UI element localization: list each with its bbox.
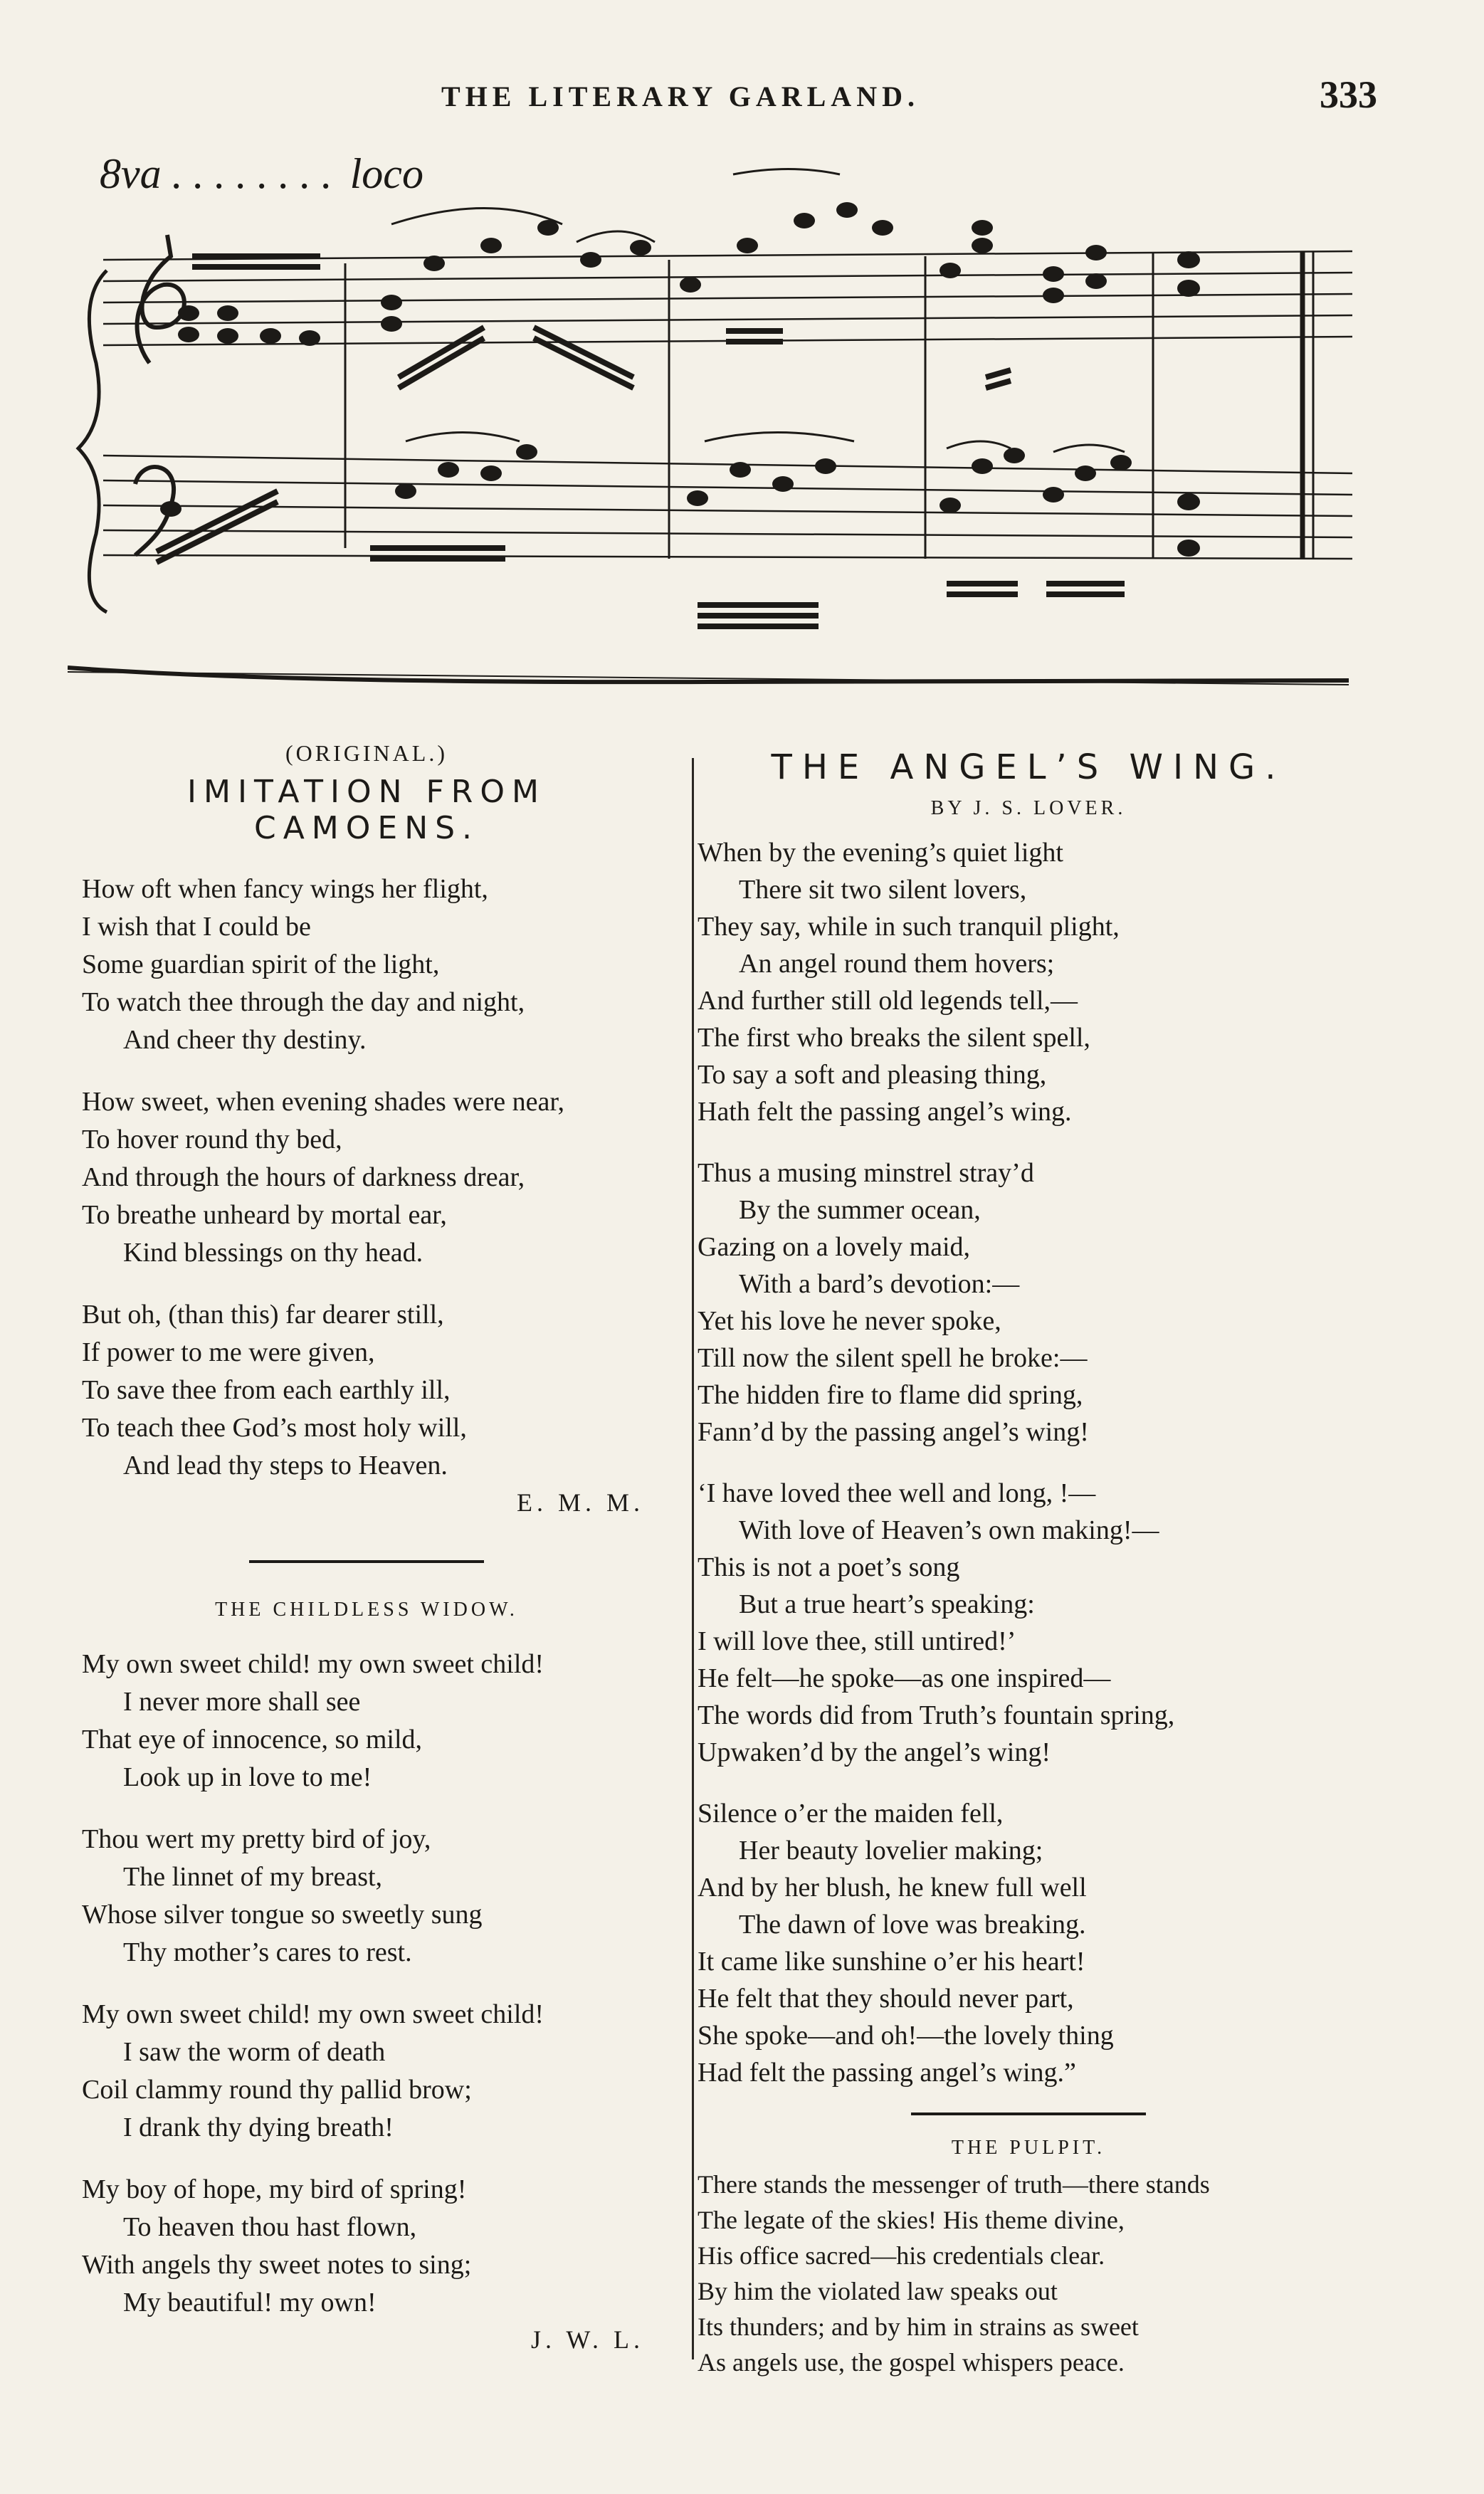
poem-line: To watch thee through the day and night, (82, 987, 525, 1017)
poem-line: Some guardian spirit of the light, (82, 949, 440, 979)
stanza (698, 1154, 1359, 1451)
poem-line: His office sacred—his credentials clear. (698, 2241, 1105, 2270)
poem-line: Yet his love he never spoke, (698, 1306, 1001, 1336)
poem-line: This is not a poet’s song (698, 1552, 960, 1582)
poem-line: To breathe unheard by mortal ear, (82, 1200, 447, 1230)
bass-staff (103, 456, 1352, 559)
poem-line: It came like sunshine o’er his heart! (698, 1947, 1085, 1977)
poem-line: And cheer thy destiny. (123, 1025, 367, 1055)
stanza (82, 870, 651, 1059)
poem-line: An angel round them hovers; (739, 949, 1055, 979)
poem-line: My own sweet child! my own sweet child! (82, 1999, 544, 2029)
poem-line: Upwaken’d by the angel’s wing! (698, 1737, 1051, 1767)
poem-line: She spoke—and oh!—the lovely thing (698, 2021, 1114, 2051)
page-header (0, 73, 1484, 137)
stanza (698, 1795, 1359, 2091)
poem-line: With love of Heaven’s own making!— (739, 1515, 1159, 1545)
grand-staff-brace (78, 270, 107, 612)
poem-line: Hath felt the passing angel’s wing. (698, 1097, 1072, 1127)
poem-line: I wish that I could be (82, 912, 311, 942)
poem-line: If power to me were given, (82, 1337, 375, 1367)
original-note: (ORIGINAL.) (285, 740, 448, 766)
poem-line: Thou wert my pretty bird of joy, (82, 1824, 431, 1854)
poem-the-pulpit (698, 2137, 1359, 2380)
section-rule (911, 2112, 1146, 2115)
poem-line: The legate of the skies! His theme divine, (698, 2206, 1125, 2234)
poem-line: How sweet, when evening shades were near, (82, 1087, 565, 1117)
poem-line: Look up in love to me! (123, 1762, 372, 1792)
poem-line: That eye of innocence, so mild, (82, 1725, 423, 1754)
poem-line: The words did from Truth’s fountain spring, (698, 1700, 1175, 1730)
stanza (82, 1083, 651, 1272)
signature: E. M. M. (516, 1488, 644, 1517)
poem-line: Thy mother’s cares to rest. (123, 1937, 412, 1967)
poem-line: To teach thee God’s most holy will, (82, 1413, 467, 1443)
running-head: THE LITERARY GARLAND. (441, 80, 920, 112)
poem-line: Its thunders; and by him in strains as sweet (698, 2313, 1139, 2341)
column-divider (692, 758, 694, 2359)
stanza (82, 1646, 651, 1796)
poem-line: Fann’d by the passing angel’s wing! (698, 1417, 1089, 1447)
poem-line: But a true heart’s speaking: (739, 1589, 1035, 1619)
poem-line: To say a soft and pleasing thing, (698, 1060, 1047, 1090)
poem-line: How oft when fancy wings her flight, (82, 874, 488, 904)
poem-line: I drank thy dying breath! (123, 2112, 394, 2142)
stanza (82, 2171, 651, 2322)
poem-line: Whose silver tongue so sweetly sung (82, 1900, 483, 1930)
poem-line: The first who breaks the silent spell, (698, 1023, 1090, 1053)
poem-line: My boy of hope, my bird of spring! (82, 2174, 467, 2204)
poem-title: IMITATION FROM CAMOENS. (187, 774, 546, 846)
section-rule (249, 1560, 484, 1563)
poem-line: To heaven thou hast flown, (123, 2212, 417, 2242)
poem-line: And lead thy steps to Heaven. (123, 1451, 448, 1480)
stanza (698, 1475, 1359, 1771)
poem-line: There stands the messenger of truth—there stands (698, 2170, 1210, 2199)
page-number: 333 (1320, 73, 1377, 116)
signature: J. W. L. (530, 2325, 644, 2354)
poem-line: And through the hours of darkness drear, (82, 1162, 525, 1192)
left-column (82, 740, 651, 2354)
poem-line: Kind blessings on thy head. (123, 1238, 423, 1268)
music-divider-rule (68, 662, 1349, 690)
stanza (82, 1996, 651, 2147)
pulpit-text (698, 2167, 1359, 2380)
poem-line: I saw the worm of death (123, 2037, 386, 2067)
slurs (391, 169, 1125, 453)
poem-title: THE ANGEL’S WING. (771, 747, 1286, 787)
poem-line: He felt that they should never part, (698, 1984, 1074, 2014)
poem-line: To save thee from each earthly ill, (82, 1375, 451, 1405)
poem-line: And by her blush, he knew full well (698, 1873, 1087, 1903)
poem-line: They say, while in such tranquil plight, (698, 912, 1120, 942)
poem-line: The linnet of my breast, (123, 1862, 383, 1892)
stanza (82, 1296, 651, 1485)
poem-title: THE CHILDLESS WIDOW. (215, 1599, 518, 1621)
right-column (698, 740, 1359, 2380)
poem-title: THE PULPIT. (951, 2137, 1106, 2159)
stanza (82, 1821, 651, 1972)
poem-line: I never more shall see (123, 1687, 361, 1717)
ottava-mark: 8va . . . . . . . . (100, 150, 332, 197)
poem-line: The dawn of love was breaking. (739, 1910, 1086, 1940)
poem-line: I will love thee, still untired!’ (698, 1626, 1016, 1656)
poem-imitation-from-camoens (82, 740, 651, 1517)
poem-line: Silence o’er the maiden fell, (698, 1799, 1004, 1829)
treble-clef (137, 235, 184, 363)
poem-line: Thus a musing minstrel stray’d (698, 1158, 1034, 1188)
byline: BY J. S. LOVER. (930, 797, 1127, 819)
poem-line: When by the evening’s quiet light (698, 838, 1063, 868)
poem-childless-widow (82, 1599, 651, 2354)
poem-line: With a bard’s devotion:— (739, 1269, 1020, 1299)
poem-line: ‘I have loved thee well and long, !— (698, 1478, 1096, 1508)
poem-line: Her beauty lovelier making; (739, 1836, 1043, 1866)
poem-line: My beautiful! my own! (123, 2288, 377, 2317)
poem-line: As angels use, the gospel whispers peace. (698, 2348, 1125, 2377)
poem-line: He felt—he spoke—as one inspired— (698, 1663, 1111, 1693)
poem-line: To hover round thy bed, (82, 1125, 342, 1154)
poem-angels-wing (698, 747, 1359, 2091)
poem-line: By him the violated law speaks out (698, 2277, 1058, 2305)
poem-line: With angels thy sweet notes to sing; (82, 2250, 472, 2280)
poem-line: By the summer ocean, (739, 1195, 981, 1225)
poem-line: The hidden fire to flame did spring, (698, 1380, 1083, 1410)
loco-mark: loco (349, 150, 423, 197)
poem-line: Gazing on a lovely maid, (698, 1232, 971, 1262)
poem-line: And further still old legends tell,— (698, 986, 1078, 1016)
poem-line: Had felt the passing angel’s wing.” (698, 2058, 1076, 2088)
poem-line: My own sweet child! my own sweet child! (82, 1649, 544, 1679)
stanza (698, 834, 1359, 1130)
music-score (64, 149, 1367, 633)
poem-line: Till now the silent spell he broke:— (698, 1343, 1088, 1373)
poem-line: Coil clammy round thy pallid brow; (82, 2075, 472, 2105)
poem-line: There sit two silent lovers, (739, 875, 1027, 905)
poem-line: But oh, (than this) far dearer still, (82, 1300, 444, 1330)
